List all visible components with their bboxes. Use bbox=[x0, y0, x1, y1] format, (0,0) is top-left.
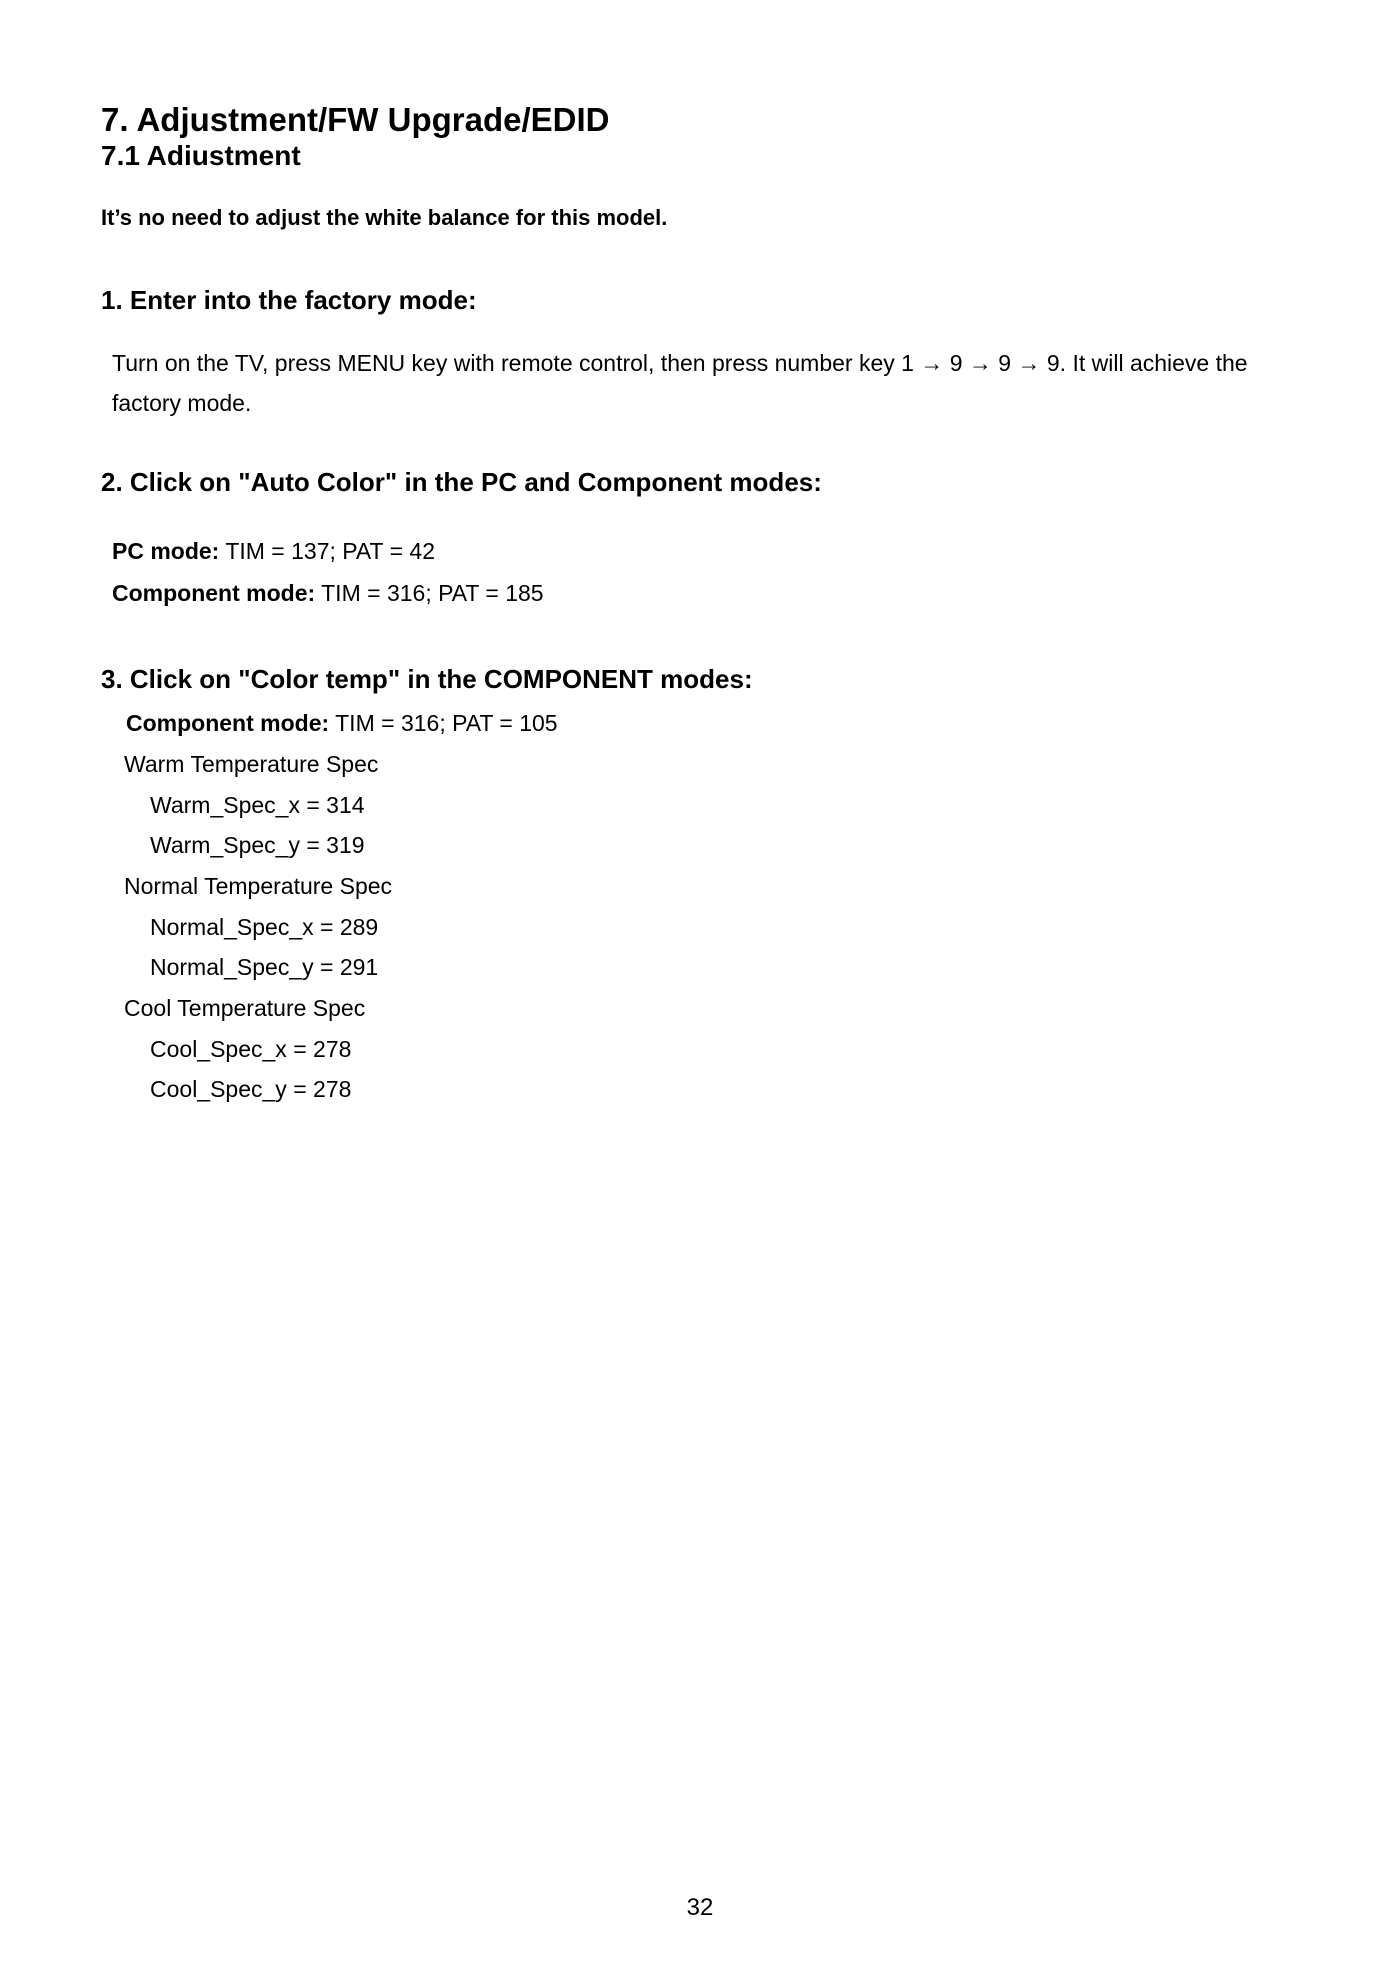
component-mode-value: TIM = 316; PAT = 185 bbox=[315, 580, 544, 606]
page-title: 7. Adjustment/FW Upgrade/EDID bbox=[101, 101, 610, 138]
page-number: 32 bbox=[686, 1894, 714, 1921]
normal-spec-y: Normal_Spec_y = 291 bbox=[150, 954, 379, 980]
step2-title: 2. Click on "Auto Color" in the PC and Component modes: bbox=[101, 467, 822, 497]
cool-spec-x: Cool_Spec_x = 278 bbox=[150, 1036, 352, 1062]
cool-spec-y: Cool_Spec_y = 278 bbox=[150, 1076, 352, 1102]
warm-spec-x: Warm_Spec_x = 314 bbox=[150, 792, 365, 818]
step3-component-value: TIM = 316; PAT = 105 bbox=[329, 710, 558, 736]
step3-component-label: Component mode: bbox=[126, 710, 330, 736]
normal-spec-title: Normal Temperature Spec bbox=[124, 873, 393, 899]
step3-component-line bbox=[126, 708, 558, 738]
step3-title: 3. Click on "Color temp" in the COMPONENT modes: bbox=[101, 664, 753, 694]
step1-text: Turn on the TV, press MENU key with remote control, then press number key 1 → 9 → 9 → 9. It will achieve the factory mode. bbox=[112, 350, 1248, 416]
normal-spec-x: Normal_Spec_x = 289 bbox=[150, 914, 379, 940]
pc-mode-value: TIM = 137; PAT = 42 bbox=[219, 538, 435, 564]
component-mode-line bbox=[112, 578, 544, 608]
warm-spec-title: Warm Temperature Spec bbox=[124, 751, 379, 777]
pc-mode-line bbox=[112, 536, 435, 566]
pc-mode-label: PC mode: bbox=[112, 538, 220, 564]
step1-title: 1. Enter into the factory mode: bbox=[101, 285, 477, 315]
warm-spec-y: Warm_Spec_y = 319 bbox=[150, 832, 365, 858]
section-subtitle: 7.1 Adiustment bbox=[101, 140, 301, 171]
cool-spec-title: Cool Temperature Spec bbox=[124, 995, 366, 1021]
white-balance-note: It’s no need to adjust the white balance for this model. bbox=[101, 205, 668, 230]
component-mode-label: Component mode: bbox=[112, 580, 316, 606]
